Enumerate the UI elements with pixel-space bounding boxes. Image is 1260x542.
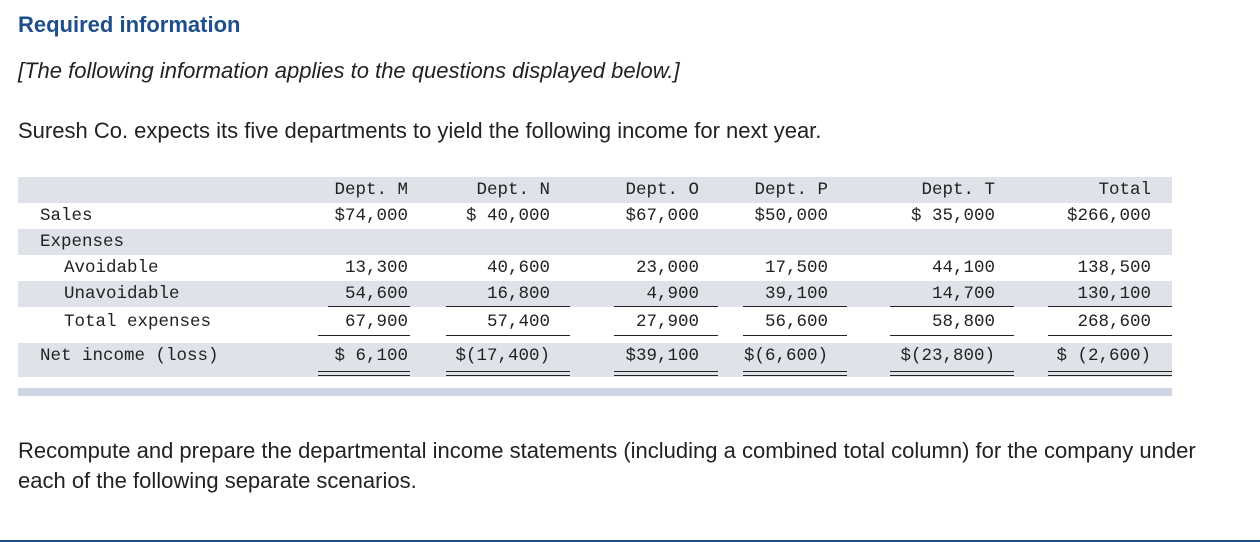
double-underline-dept-p <box>743 371 847 376</box>
row-label-expenses: Expenses <box>40 232 125 252</box>
unavoidable-dept-m: 54,600 <box>344 284 408 304</box>
underline-dept-t <box>890 306 1014 307</box>
income-table <box>18 177 1172 377</box>
avoidable-dept-o: 23,000 <box>635 258 699 278</box>
col-header-dept-m: Dept. M <box>334 180 408 200</box>
unavoidable-dept-o: 4,900 <box>646 284 699 304</box>
avoidable-total: 138,500 <box>1077 258 1151 278</box>
double-underline-dept-o <box>614 371 718 376</box>
row-label-unavoidable: Unavoidable <box>64 284 180 304</box>
net-income-dept-m: $ 6,100 <box>334 346 408 366</box>
underline2-dept-t <box>890 335 1014 336</box>
total-expenses-dept-t: 58,800 <box>931 312 995 332</box>
col-header-total: Total <box>1098 180 1151 200</box>
table-bottom-bar <box>18 388 1172 396</box>
unavoidable-dept-t: 14,700 <box>931 284 995 304</box>
sales-dept-p: $50,000 <box>754 206 828 226</box>
avoidable-dept-n: 40,600 <box>486 258 550 278</box>
row-label-sales: Sales <box>40 206 93 226</box>
double-underline-total <box>1048 371 1172 376</box>
double-underline-dept-n <box>446 371 570 376</box>
total-expenses-dept-m: 67,900 <box>344 312 408 332</box>
underline-total <box>1048 306 1172 307</box>
net-income-total: $ (2,600) <box>1056 346 1151 366</box>
avoidable-dept-m: 13,300 <box>344 258 408 278</box>
band-expenses <box>18 229 1172 255</box>
total-expenses-total: 268,600 <box>1077 312 1151 332</box>
sales-dept-m: $74,000 <box>334 206 408 226</box>
underline-dept-m <box>328 306 410 307</box>
underline2-dept-m <box>318 335 410 336</box>
net-income-dept-n: $(17,400) <box>455 346 550 366</box>
question-text: Recompute and prepare the departmental income statements (including a combined total column) for the company under each of the following separate scenarios. <box>18 438 1196 493</box>
sales-dept-t: $ 35,000 <box>910 206 995 226</box>
subtitle: [The following information applies to the questions displayed below.] <box>18 58 680 83</box>
underline2-dept-n <box>446 335 570 336</box>
row-label-avoidable: Avoidable <box>64 258 159 278</box>
underline2-total <box>1048 335 1172 336</box>
col-header-dept-t: Dept. T <box>921 180 995 200</box>
underline-dept-p <box>743 306 847 307</box>
sales-total: $266,000 <box>1066 206 1151 226</box>
underline2-dept-o <box>614 335 718 336</box>
unavoidable-total: 130,100 <box>1077 284 1151 304</box>
net-income-dept-p: $(6,600) <box>743 346 828 366</box>
underline2-dept-p <box>743 335 847 336</box>
double-underline-dept-m <box>318 371 410 376</box>
total-expenses-dept-p: 56,600 <box>764 312 828 332</box>
avoidable-dept-t: 44,100 <box>931 258 995 278</box>
sales-dept-o: $67,000 <box>625 206 699 226</box>
row-label-total-expenses: Total expenses <box>64 312 212 332</box>
net-income-dept-o: $39,100 <box>625 346 699 366</box>
double-underline-dept-t <box>890 371 1014 376</box>
row-label-net-income: Net income (loss) <box>40 346 219 366</box>
net-income-dept-t: $(23,800) <box>900 346 995 366</box>
underline-dept-o <box>614 306 718 307</box>
sales-dept-n: $ 40,000 <box>465 206 550 226</box>
total-expenses-dept-o: 27,900 <box>635 312 699 332</box>
col-header-dept-n: Dept. N <box>476 180 550 200</box>
avoidable-dept-p: 17,500 <box>764 258 828 278</box>
intro-text: Suresh Co. expects its five departments to yield the following income for next year. <box>18 118 822 143</box>
col-header-dept-o: Dept. O <box>625 180 699 200</box>
unavoidable-dept-n: 16,800 <box>486 284 550 304</box>
col-header-dept-p: Dept. P <box>754 180 828 200</box>
underline-dept-n <box>446 306 570 307</box>
total-expenses-dept-n: 57,400 <box>486 312 550 332</box>
unavoidable-dept-p: 39,100 <box>764 284 828 304</box>
page-title: Required information <box>18 12 241 37</box>
